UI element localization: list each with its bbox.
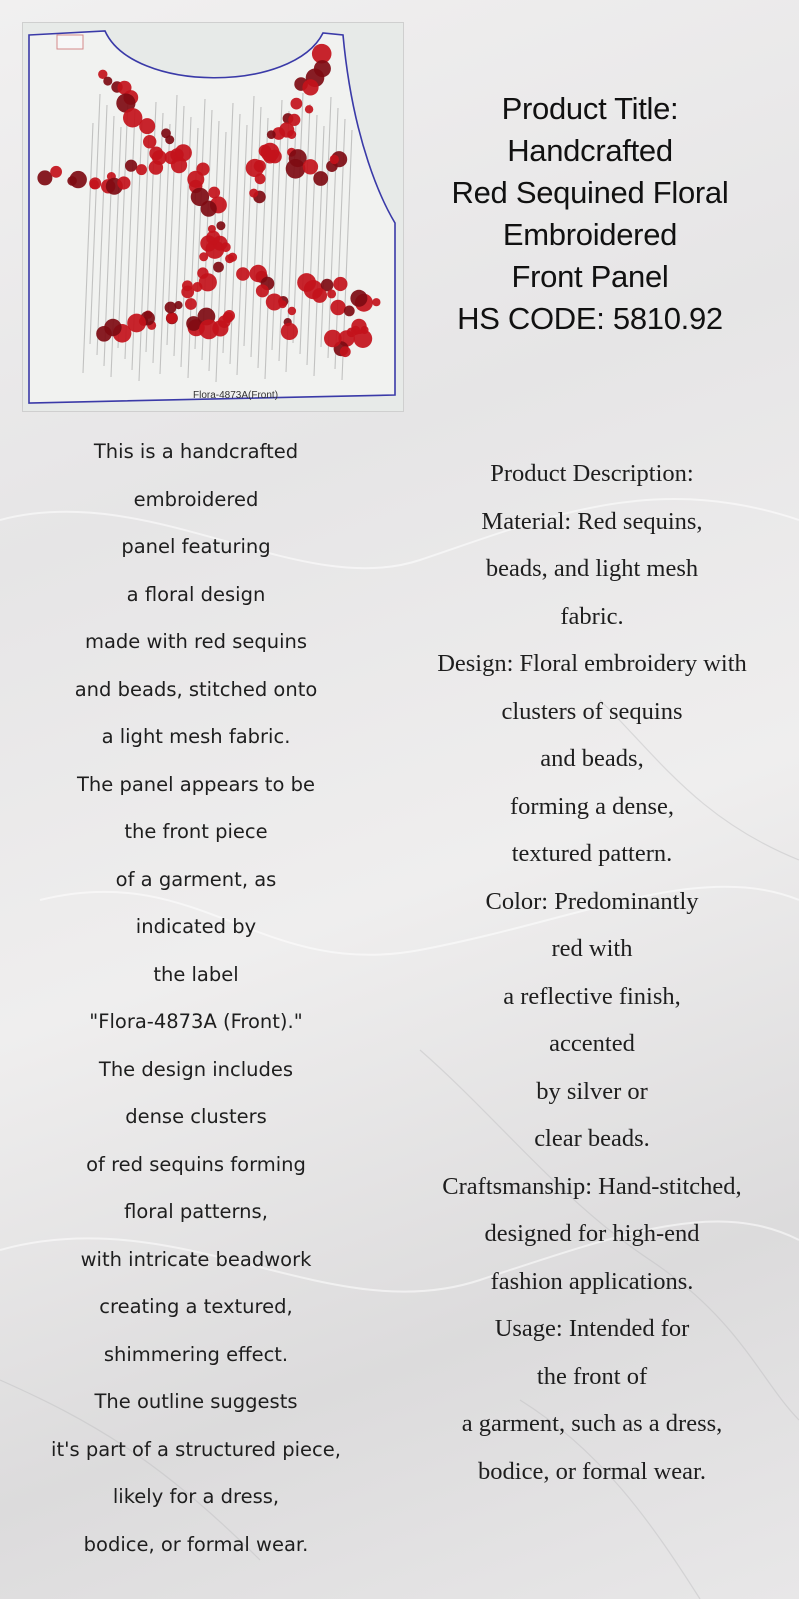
description-line: and beads, — [540, 745, 644, 772]
image-label: Flora-4873A(Front) — [193, 390, 279, 401]
description-line: Product Description: — [490, 460, 694, 487]
sequin — [256, 284, 269, 297]
summary-line: The design includes — [98, 1057, 294, 1081]
sequin — [228, 253, 237, 262]
sequin — [267, 130, 276, 139]
sequin — [117, 176, 130, 189]
description-line: a garment, such as a dress, — [461, 1410, 723, 1437]
description-line: fashion applications. — [490, 1267, 694, 1295]
product-description-text — [392, 450, 792, 1495]
sequin — [199, 252, 208, 261]
summary-line: creating a textured, — [99, 1295, 293, 1318]
summary-line: panel featuring — [121, 535, 271, 558]
sequin — [236, 267, 250, 281]
sequin — [165, 135, 174, 144]
sequin — [305, 105, 313, 113]
sequin — [181, 286, 194, 299]
title-line: Product Title: — [501, 91, 679, 126]
title-line: Embroidered — [502, 217, 678, 252]
sequin — [372, 298, 380, 306]
title-line: Front Panel — [511, 259, 669, 294]
sequin — [37, 170, 52, 185]
sequin — [185, 298, 197, 310]
summary-line: indicated by — [135, 915, 257, 938]
product-summary-text — [0, 428, 392, 1568]
sequin — [139, 118, 155, 134]
description-line: Color: Predominantly — [485, 887, 699, 915]
sequin — [354, 329, 373, 348]
sequin — [347, 328, 357, 338]
sequin — [312, 288, 327, 303]
sequin — [249, 189, 258, 198]
description-line: Design: Floral embroidery with — [437, 650, 747, 677]
summary-line: likely for a dress, — [112, 1485, 280, 1508]
description-line: clear beads. — [534, 1125, 650, 1152]
sequin — [187, 171, 204, 188]
product-photo — [22, 22, 404, 412]
title-line: Red Sequined Floral — [451, 175, 729, 210]
sequin — [324, 330, 342, 348]
sequin — [96, 326, 112, 342]
sequin — [165, 302, 177, 314]
sequin — [136, 164, 147, 175]
title-line: Handcrafted — [507, 133, 673, 168]
sequin — [224, 310, 235, 321]
summary-line: a light mesh fabric. — [101, 725, 291, 748]
sequin — [208, 187, 220, 199]
summary-line: "Flora-4873A (Front)." — [89, 1010, 303, 1033]
sequin — [330, 155, 339, 164]
sequin — [330, 300, 345, 315]
sequin — [125, 160, 137, 172]
sequin — [254, 160, 266, 172]
summary-line: dense clusters — [125, 1105, 267, 1128]
summary-line: This is a handcrafted — [93, 440, 299, 463]
sequin — [103, 77, 112, 86]
sequin — [287, 130, 296, 139]
hs-code-line: HS CODE: 5810.92 — [457, 301, 723, 336]
sequin — [344, 306, 355, 317]
sequin — [152, 150, 167, 165]
description-line: fabric. — [560, 602, 624, 630]
description-line: forming a dense, — [510, 792, 674, 820]
sequin — [143, 135, 156, 148]
sequin — [197, 267, 208, 278]
description-line: the front of — [536, 1362, 648, 1390]
sequin — [279, 300, 287, 308]
sequin — [302, 79, 318, 95]
sequin — [50, 166, 62, 178]
sequin — [288, 114, 300, 126]
sequin — [166, 313, 177, 324]
summary-line: The outline suggests — [94, 1390, 298, 1413]
description-line: bodice, or formal wear. — [478, 1457, 706, 1485]
sequin — [313, 171, 328, 186]
summary-line: embroidered — [133, 487, 259, 511]
summary-line: The panel appears to be — [77, 772, 315, 796]
description-line: beads, and light mesh — [485, 555, 699, 582]
description-line: clusters of sequins — [501, 697, 683, 725]
sequin — [291, 98, 303, 110]
summary-line: a floral design — [126, 582, 266, 606]
sequin — [199, 319, 219, 339]
description-line: designed for high-end — [484, 1220, 700, 1247]
summary-line: shimmering effect. — [103, 1342, 289, 1366]
sequin — [327, 289, 336, 298]
description-line: accented — [549, 1030, 635, 1057]
summary-line: bodice, or formal wear. — [83, 1532, 309, 1556]
sequin — [350, 290, 367, 307]
description-line: Material: Red sequins, — [481, 507, 703, 535]
summary-line: of a garment, as — [115, 867, 277, 891]
description-line: a reflective finish, — [503, 982, 681, 1010]
description-line: textured pattern. — [511, 840, 673, 867]
description-line: Usage: Intended for — [494, 1315, 690, 1342]
sequin — [201, 201, 217, 217]
summary-line: the front piece — [124, 820, 268, 843]
sequin — [288, 307, 296, 315]
sequin — [171, 157, 187, 173]
product-title-block — [420, 88, 760, 340]
description-line: by silver or — [536, 1077, 648, 1105]
sequin — [297, 273, 316, 292]
sequin — [90, 180, 99, 189]
sequin — [206, 231, 220, 245]
embroidered-panel-image — [23, 23, 403, 411]
sequin — [216, 221, 225, 230]
description-line: red with — [551, 935, 633, 962]
sequin — [221, 242, 231, 252]
summary-line: and beads, stitched onto — [74, 677, 318, 701]
sequin — [303, 159, 318, 174]
summary-line: of red sequins forming — [86, 1152, 306, 1176]
sequin — [281, 323, 298, 340]
sequin — [67, 176, 77, 186]
sequin — [263, 150, 277, 164]
summary-line: the label — [153, 962, 239, 986]
summary-line: made with red sequins — [84, 630, 308, 653]
label-tag — [57, 35, 83, 49]
sequin — [333, 277, 347, 291]
summary-line: floral patterns, — [124, 1200, 268, 1223]
sequin — [340, 346, 351, 357]
summary-line: with intricate beadwork — [80, 1247, 312, 1271]
description-line: Craftsmanship: Hand-stitched, — [442, 1172, 742, 1200]
sequin — [255, 173, 266, 184]
sequin — [213, 262, 224, 273]
summary-line: it's part of a structured piece, — [51, 1437, 341, 1461]
